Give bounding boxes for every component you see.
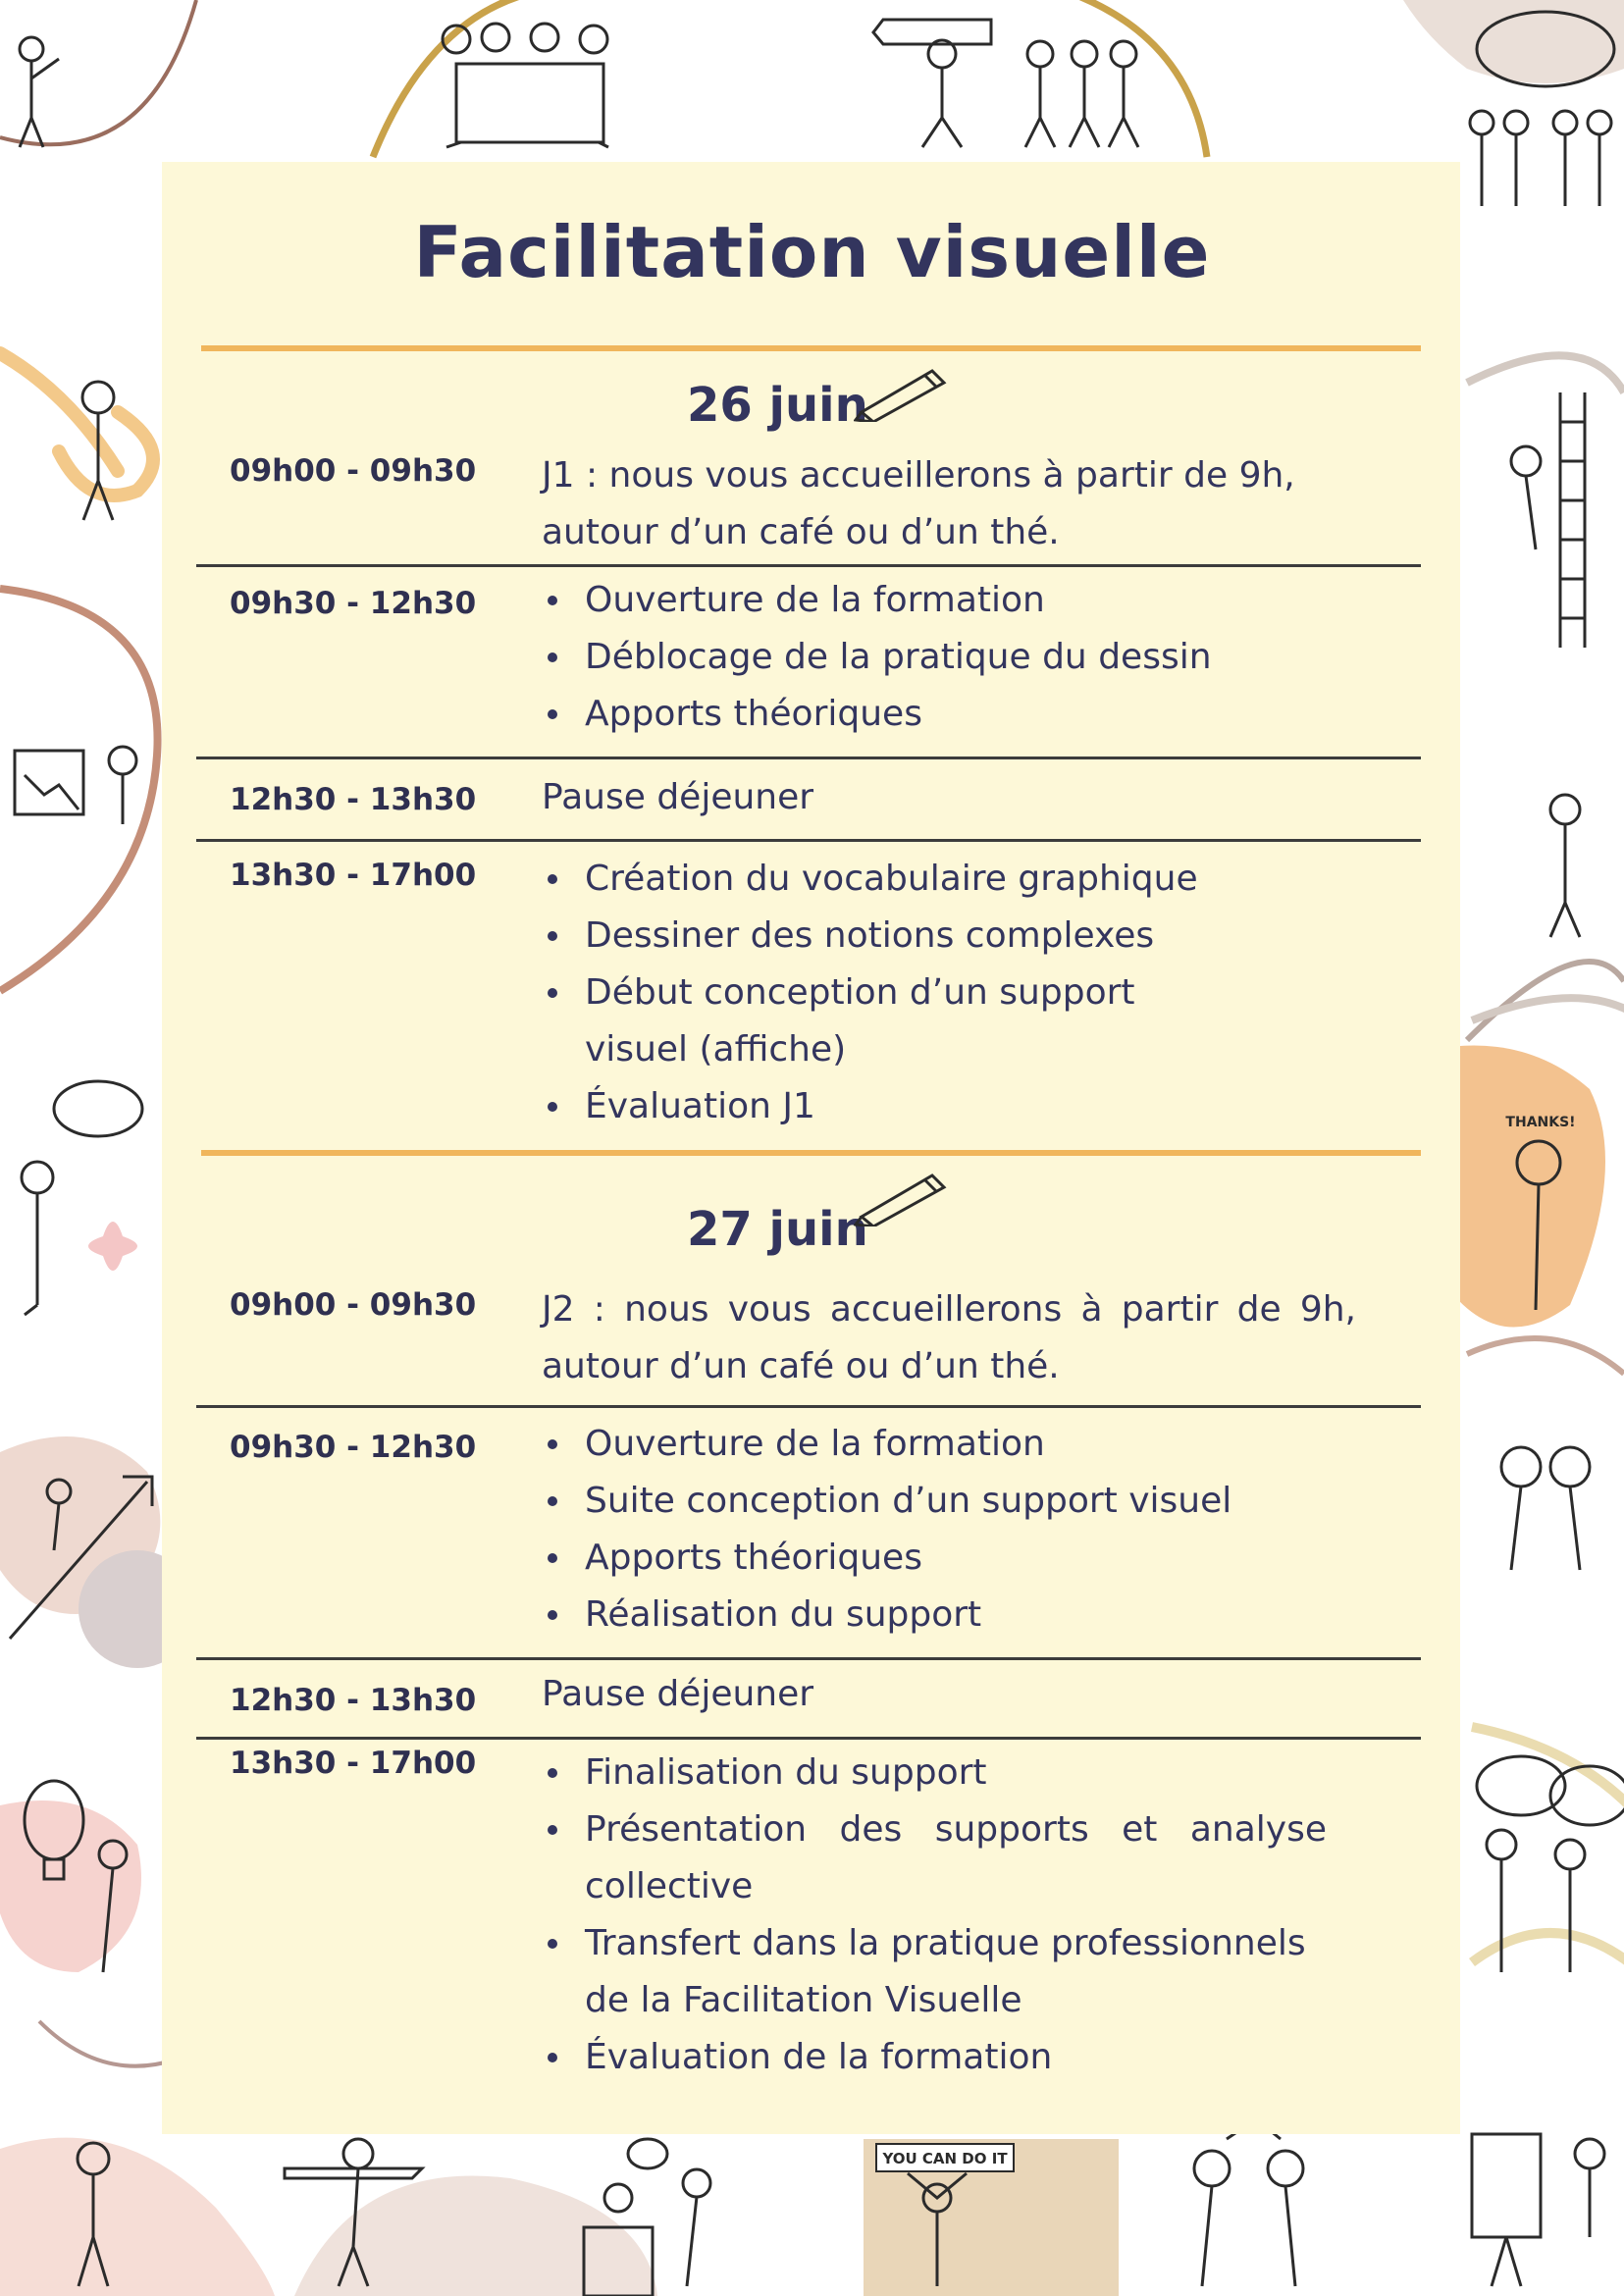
slot-text: J1 : nous vous accueillerons à partir de 9h, autour d’un café ou d’un thé. [542,455,1295,552]
list-item: Évaluation J1 [542,1078,1336,1135]
list-item: Présentation des supports et analyse collective [542,1801,1327,1915]
list-item: Transfert dans la pratique professionnels de la Facilitation Visuelle [542,1915,1327,2029]
slot-time: 09h00 - 09h30 [230,453,477,489]
list-item: Finalisation du support [542,1745,1327,1801]
slot-time: 09h30 - 12h30 [230,586,477,621]
slot-list [542,851,1336,1135]
list-item: Réalisation du support [542,1587,1336,1644]
day-heading: 26 juin [687,378,868,433]
slot-list [542,572,1336,743]
slot-text: Pause déjeuner [542,1674,814,1714]
list-item: Évaluation de la formation [542,2029,1327,2086]
slot-time: 09h30 - 12h30 [230,1430,477,1465]
row-divider [196,1737,1421,1740]
slot-text: Pause déjeuner [542,777,814,817]
row-divider [196,839,1421,842]
list-item: Dessiner des notions complexes [542,908,1336,965]
slot-time: 09h00 - 09h30 [230,1287,477,1323]
list-item: Déblocage de la pratique du dessin [542,629,1336,686]
you-can-do-it-sign: YOU CAN DO IT [882,2150,1008,2167]
day-heading: 27 juin [687,1202,868,1257]
list-item: Apports théoriques [542,686,1336,743]
day-divider [201,345,1421,351]
row-divider [196,1405,1421,1408]
day-divider [201,1150,1421,1156]
slot-time: 12h30 - 13h30 [230,782,477,817]
pencil-icon [854,1166,952,1226]
list-item: Ouverture de la formation [542,572,1336,629]
row-divider [196,564,1421,567]
list-item: Suite conception d’un support visuel [542,1473,1336,1530]
list-item: Création du vocabulaire graphique [542,851,1336,908]
slot-text: J2 : nous vous accueillerons à partir de 9h, autour d’un café ou d’un thé. [542,1289,1356,1386]
pencil-icon [854,361,952,422]
slot-time: 13h30 - 17h00 [230,1746,477,1781]
slot-time: 13h30 - 17h00 [230,858,477,893]
row-divider [196,1657,1421,1660]
thanks-sign: THANKS! [1505,1115,1576,1130]
list-item: Ouverture de la formation [542,1416,1336,1473]
slot-list [542,1745,1327,2086]
page-title: Facilitation visuelle [413,211,1211,293]
slot-list [542,1416,1336,1644]
list-item: Début conception d’un support visuel (affiche) [542,965,1174,1078]
row-divider [196,757,1421,759]
slot-time: 12h30 - 13h30 [230,1683,477,1718]
list-item: Apports théoriques [542,1530,1336,1587]
